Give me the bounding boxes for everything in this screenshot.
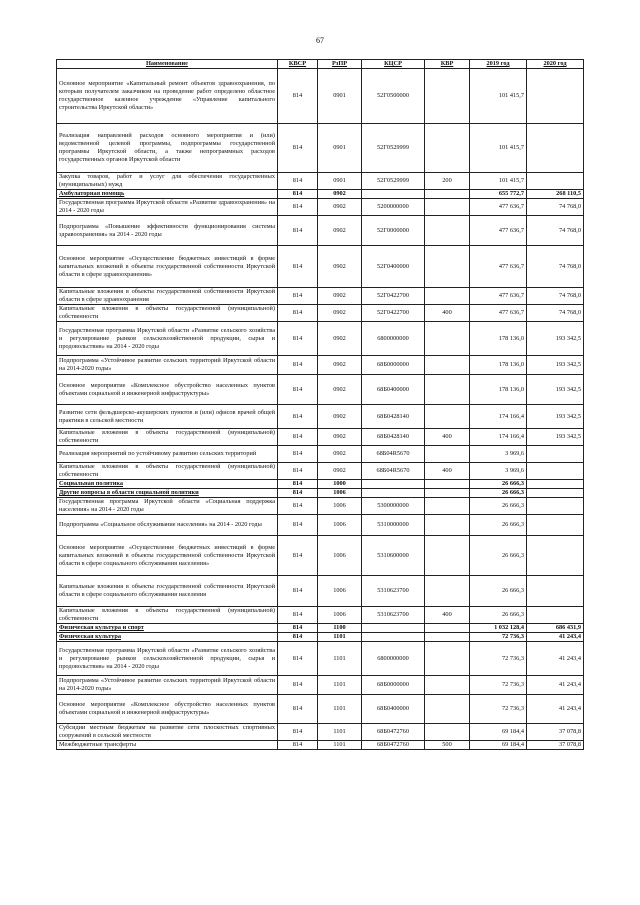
cell-kcsr <box>362 489 425 498</box>
cell-2019: 72 736,3 <box>470 695 527 724</box>
table-row <box>57 190 584 199</box>
cell-kcsr: 5310600000 <box>362 536 425 576</box>
cell-kcsr <box>362 190 425 199</box>
cell-2019: 174 166,4 <box>470 405 527 429</box>
cell-kcsr: 5310000000 <box>362 515 425 536</box>
cell-2020: 193 342,5 <box>527 322 584 356</box>
cell-kcsr: 68Б0472760 <box>362 741 425 750</box>
cell-name: Развитие сети фельдшерско-акушерских пунктов и (или) офисов врачей общей практики в сельской местности <box>57 405 278 429</box>
cell-kvr <box>425 624 470 633</box>
cell-name: Капитальные вложения в объекты государственной (муниципальной) собственности <box>57 463 278 480</box>
cell-kcsr: 52Г0500000 <box>362 69 425 124</box>
cell-2020: 41 243,4 <box>527 642 584 676</box>
table-row <box>57 216 584 246</box>
cell-kcsr <box>362 624 425 633</box>
table-row <box>57 607 584 624</box>
cell-2019: 101 415,7 <box>470 69 527 124</box>
cell-name: Физическая культура <box>57 633 278 642</box>
cell-rzpr: 0902 <box>318 190 362 199</box>
cell-name: Реализация направлений расходов основного мероприятия и (или) ведомственной целевой программы, подпрограммы государственной программы Иркутской области, а также непрограммных расходов государственных органов Иркутской области <box>57 124 278 173</box>
cell-kcsr: 5200000000 <box>362 199 425 216</box>
cell-rzpr: 1100 <box>318 624 362 633</box>
table-row <box>57 642 584 676</box>
cell-kvsr: 814 <box>278 405 318 429</box>
cell-name: Основное мероприятие «Комплексное обустройство населенных пунктов объектами социальной и инженерной инфраструктуры» <box>57 375 278 405</box>
cell-2019: 655 772,7 <box>470 190 527 199</box>
cell-kvr <box>425 405 470 429</box>
cell-kvsr: 814 <box>278 356 318 375</box>
cell-2020: 41 243,4 <box>527 633 584 642</box>
table-row <box>57 741 584 750</box>
cell-kvsr: 814 <box>278 246 318 288</box>
cell-2019: 178 136,0 <box>470 356 527 375</box>
cell-2019: 26 666,3 <box>470 489 527 498</box>
cell-2019: 69 184,4 <box>470 741 527 750</box>
cell-rzpr: 1101 <box>318 695 362 724</box>
cell-2019: 477 636,7 <box>470 288 527 305</box>
cell-kcsr: 52Г0000000 <box>362 216 425 246</box>
cell-2019: 101 415,7 <box>470 173 527 190</box>
cell-kvr <box>425 356 470 375</box>
cell-kvr <box>425 190 470 199</box>
cell-rzpr: 0902 <box>318 463 362 480</box>
cell-2020: 74 768,0 <box>527 305 584 322</box>
cell-kvr <box>425 576 470 607</box>
cell-rzpr: 1006 <box>318 607 362 624</box>
cell-kvr <box>425 695 470 724</box>
cell-2019: 477 636,7 <box>470 216 527 246</box>
cell-2020 <box>527 498 584 515</box>
cell-rzpr: 0902 <box>318 288 362 305</box>
cell-kcsr: 68Б0472760 <box>362 724 425 741</box>
cell-kvr <box>425 375 470 405</box>
cell-kcsr: 68Б0000000 <box>362 676 425 695</box>
cell-kvsr: 814 <box>278 69 318 124</box>
cell-name: Государственная программа Иркутской области «Развитие здравоохранения» на 2014 - 2020 годы <box>57 199 278 216</box>
cell-name: Государственная программа Иркутской области «Развитие сельского хозяйства и регулирование рынков сельскохозяйственной продукции, сырья и продовольствия» на 2014 - 2020 годы <box>57 642 278 676</box>
cell-kvr: 400 <box>425 429 470 446</box>
cell-name: Межбюджетные трансферты <box>57 741 278 750</box>
cell-kvsr: 814 <box>278 741 318 750</box>
cell-2020: 193 342,5 <box>527 429 584 446</box>
cell-rzpr: 0902 <box>318 375 362 405</box>
cell-rzpr: 0901 <box>318 124 362 173</box>
header-2019: 2019 год <box>470 60 527 69</box>
table-row <box>57 498 584 515</box>
cell-2019: 72 736,3 <box>470 642 527 676</box>
table-row <box>57 633 584 642</box>
cell-kvsr: 814 <box>278 429 318 446</box>
cell-name: Основное мероприятие «Капитальный ремонт объектов здравоохранения, по которым получателем заказчиком на проведение работ определено областное государственное казенное учреждение «Управление капитального строительства Иркутской области» <box>57 69 278 124</box>
cell-kvsr: 814 <box>278 576 318 607</box>
cell-kcsr: 52Г0422700 <box>362 305 425 322</box>
cell-kvr <box>425 322 470 356</box>
cell-rzpr: 1101 <box>318 724 362 741</box>
cell-kvsr: 814 <box>278 642 318 676</box>
budget-table <box>56 59 584 750</box>
cell-kcsr: 68Б0428140 <box>362 405 425 429</box>
cell-name: Капитальные вложения в объекты государственной собственности Иркутской области в сфере здравоохранения <box>57 288 278 305</box>
cell-2019: 178 136,0 <box>470 322 527 356</box>
cell-kcsr: 68Б04R5670 <box>362 446 425 463</box>
cell-name: Подпрограмма «Социальное обслуживание населения» на 2014 - 2020 годы <box>57 515 278 536</box>
cell-kvr <box>425 489 470 498</box>
cell-2019: 477 636,7 <box>470 199 527 216</box>
table-row <box>57 356 584 375</box>
cell-kvr <box>425 124 470 173</box>
cell-2019: 477 636,7 <box>470 305 527 322</box>
table-row <box>57 695 584 724</box>
table-row <box>57 69 584 124</box>
cell-kvr: 200 <box>425 173 470 190</box>
cell-name: Закупка товаров, работ и услуг для обеспечения государственных (муниципальных) нужд <box>57 173 278 190</box>
cell-kvr <box>425 642 470 676</box>
cell-kcsr: 68Б04R5670 <box>362 463 425 480</box>
table-row <box>57 515 584 536</box>
cell-kcsr: 68Б0000000 <box>362 356 425 375</box>
cell-2020: 268 110,5 <box>527 190 584 199</box>
cell-2020: 686 431,9 <box>527 624 584 633</box>
cell-kvsr: 814 <box>278 288 318 305</box>
cell-2019: 26 666,3 <box>470 607 527 624</box>
page-number: 67 <box>316 36 324 45</box>
cell-kcsr: 68Б0428140 <box>362 429 425 446</box>
cell-name: Государственная программа Иркутской области «Развитие сельского хозяйства и регулирование рынков сельскохозяйственной продукции, сырья и продовольствия» на 2014 - 2020 годы <box>57 322 278 356</box>
cell-kcsr: 68Б0400000 <box>362 695 425 724</box>
cell-kcsr: 5300000000 <box>362 498 425 515</box>
cell-rzpr: 1101 <box>318 741 362 750</box>
cell-kvsr: 814 <box>278 124 318 173</box>
table-row <box>57 536 584 576</box>
cell-rzpr: 0902 <box>318 199 362 216</box>
table-header-row <box>57 60 584 69</box>
cell-2020 <box>527 480 584 489</box>
cell-kvr: 500 <box>425 741 470 750</box>
cell-rzpr: 0902 <box>318 216 362 246</box>
cell-2019: 26 666,3 <box>470 536 527 576</box>
cell-2020: 193 342,5 <box>527 356 584 375</box>
cell-kvsr: 814 <box>278 190 318 199</box>
table-row <box>57 624 584 633</box>
cell-2020 <box>527 576 584 607</box>
cell-kcsr: 68Б0400000 <box>362 375 425 405</box>
cell-rzpr: 0902 <box>318 356 362 375</box>
cell-2019: 3 969,6 <box>470 463 527 480</box>
cell-name: Подпрограмма «Устойчивое развитие сельских территорий Иркутской области на 2014-2020 годы» <box>57 356 278 375</box>
cell-rzpr: 0902 <box>318 446 362 463</box>
cell-2020: 37 078,8 <box>527 741 584 750</box>
cell-rzpr: 1101 <box>318 642 362 676</box>
cell-name: Подпрограмма «Устойчивое развитие сельских территорий Иркутской области на 2014-2020 годы» <box>57 676 278 695</box>
cell-kvsr: 814 <box>278 633 318 642</box>
cell-2019: 72 736,3 <box>470 633 527 642</box>
cell-2019: 3 969,6 <box>470 446 527 463</box>
cell-2020: 74 768,0 <box>527 246 584 288</box>
cell-kvr <box>425 724 470 741</box>
cell-kvsr: 814 <box>278 375 318 405</box>
table-row <box>57 463 584 480</box>
cell-2019: 178 136,0 <box>470 375 527 405</box>
cell-2020: 37 078,8 <box>527 724 584 741</box>
cell-2020: 41 243,4 <box>527 676 584 695</box>
cell-kvsr: 814 <box>278 199 318 216</box>
cell-kvsr: 814 <box>278 489 318 498</box>
cell-rzpr: 1006 <box>318 489 362 498</box>
cell-2020: 41 243,4 <box>527 695 584 724</box>
cell-kcsr: 52Г0529999 <box>362 173 425 190</box>
cell-rzpr: 0902 <box>318 405 362 429</box>
cell-2020 <box>527 536 584 576</box>
cell-kcsr: 5310623700 <box>362 576 425 607</box>
cell-name: Капитальные вложения в объекты государственной (муниципальной) собственности <box>57 607 278 624</box>
table-row <box>57 124 584 173</box>
cell-kvr <box>425 199 470 216</box>
cell-rzpr: 0902 <box>318 305 362 322</box>
cell-2019: 174 166,4 <box>470 429 527 446</box>
cell-2019: 101 415,7 <box>470 124 527 173</box>
table-row <box>57 322 584 356</box>
cell-kcsr <box>362 480 425 489</box>
cell-kcsr: 52Г0529999 <box>362 124 425 173</box>
header-rzpr: РзПР <box>318 60 362 69</box>
cell-2019: 26 666,3 <box>470 480 527 489</box>
cell-kcsr: 6800000000 <box>362 322 425 356</box>
cell-kvr <box>425 446 470 463</box>
cell-kvr <box>425 246 470 288</box>
cell-kvsr: 814 <box>278 446 318 463</box>
table-row <box>57 489 584 498</box>
table-row <box>57 405 584 429</box>
cell-2020 <box>527 69 584 124</box>
table-row <box>57 480 584 489</box>
cell-kvsr: 814 <box>278 695 318 724</box>
cell-kvr <box>425 69 470 124</box>
table-row <box>57 446 584 463</box>
cell-2020 <box>527 463 584 480</box>
cell-kvsr: 814 <box>278 515 318 536</box>
cell-kvr: 400 <box>425 607 470 624</box>
cell-name: Капитальные вложения в объекты государственной (муниципальной) собственности <box>57 429 278 446</box>
cell-kvr <box>425 536 470 576</box>
cell-rzpr: 0902 <box>318 246 362 288</box>
cell-kcsr <box>362 633 425 642</box>
cell-kvsr: 814 <box>278 305 318 322</box>
cell-rzpr: 1006 <box>318 536 362 576</box>
header-2020: 2020 год <box>527 60 584 69</box>
table-row <box>57 199 584 216</box>
cell-kvr <box>425 515 470 536</box>
cell-name: Субсидии местным бюджетам на развитие сети плоскостных спортивных сооружений в сельской местности <box>57 724 278 741</box>
cell-2020: 74 768,0 <box>527 288 584 305</box>
cell-kvsr: 814 <box>278 173 318 190</box>
cell-2019: 1 032 128,4 <box>470 624 527 633</box>
header-kvr: КВР <box>425 60 470 69</box>
cell-2019: 26 666,3 <box>470 498 527 515</box>
table-row <box>57 429 584 446</box>
cell-2020: 193 342,5 <box>527 405 584 429</box>
cell-kvsr: 814 <box>278 607 318 624</box>
table-row <box>57 724 584 741</box>
cell-2020: 74 768,0 <box>527 199 584 216</box>
cell-2020: 193 342,5 <box>527 375 584 405</box>
cell-kvr: 400 <box>425 305 470 322</box>
cell-rzpr: 0901 <box>318 69 362 124</box>
header-name: Наименование <box>57 60 278 69</box>
cell-rzpr: 0902 <box>318 322 362 356</box>
cell-kvsr: 814 <box>278 498 318 515</box>
table-row <box>57 173 584 190</box>
cell-name: Другие вопросы в области социальной политики <box>57 489 278 498</box>
cell-2019: 26 666,3 <box>470 515 527 536</box>
cell-name: Подпрограмма «Повышение эффективности функционирования системы здравоохранения» на 2014 - 2020 годы <box>57 216 278 246</box>
cell-rzpr: 1006 <box>318 498 362 515</box>
table-row <box>57 246 584 288</box>
cell-kcsr: 5310623700 <box>362 607 425 624</box>
cell-name: Социальная политика <box>57 480 278 489</box>
cell-name: Государственная программа Иркутской области «Социальная поддержка населения» на 2014 - 2020 годы <box>57 498 278 515</box>
cell-kcsr: 52Г0422700 <box>362 288 425 305</box>
cell-2020: 74 768,0 <box>527 216 584 246</box>
cell-name: Основное мероприятие «Комплексное обустройство населенных пунктов объектами социальной и инженерной инфраструктуры» <box>57 695 278 724</box>
cell-2020 <box>527 489 584 498</box>
cell-name: Основное мероприятие «Осуществление бюджетных инвестиций в форме капитальных вложений в объекты государственной собственности Иркутской области в сфере здравоохранения» <box>57 246 278 288</box>
cell-rzpr: 1006 <box>318 515 362 536</box>
header-kcsr: КЦСР <box>362 60 425 69</box>
cell-2020 <box>527 607 584 624</box>
table-row <box>57 576 584 607</box>
cell-2019: 69 184,4 <box>470 724 527 741</box>
table-body <box>57 69 584 750</box>
cell-kvsr: 814 <box>278 480 318 489</box>
cell-rzpr: 1101 <box>318 633 362 642</box>
cell-kvr: 400 <box>425 463 470 480</box>
table-row <box>57 305 584 322</box>
cell-2020 <box>527 124 584 173</box>
cell-kcsr: 52Г0400000 <box>362 246 425 288</box>
cell-2019: 477 636,7 <box>470 246 527 288</box>
cell-kvr <box>425 480 470 489</box>
cell-kvsr: 814 <box>278 322 318 356</box>
cell-kvsr: 814 <box>278 536 318 576</box>
table-row <box>57 288 584 305</box>
cell-kvr <box>425 288 470 305</box>
table-row <box>57 375 584 405</box>
cell-name: Физическая культура и спорт <box>57 624 278 633</box>
cell-kvr <box>425 676 470 695</box>
cell-kvr <box>425 633 470 642</box>
cell-name: Амбулаторная помощь <box>57 190 278 199</box>
cell-kvsr: 814 <box>278 676 318 695</box>
cell-rzpr: 0902 <box>318 429 362 446</box>
cell-rzpr: 0901 <box>318 173 362 190</box>
cell-name: Капитальные вложения в объекты государственной (муниципальной) собственности <box>57 305 278 322</box>
cell-kvsr: 814 <box>278 216 318 246</box>
cell-2020 <box>527 173 584 190</box>
cell-name: Основное мероприятие «Осуществление бюджетных инвестиций в форме капитальных вложений в объекты государственной собственности Иркутской области в сфере социального обслуживания населения» <box>57 536 278 576</box>
cell-2020 <box>527 446 584 463</box>
cell-rzpr: 1000 <box>318 480 362 489</box>
cell-2020 <box>527 515 584 536</box>
cell-kcsr: 6800000000 <box>362 642 425 676</box>
header-kvsr: КВСР <box>278 60 318 69</box>
table-row <box>57 676 584 695</box>
cell-kvr <box>425 498 470 515</box>
cell-name: Капитальные вложения в объекты государственной собственности Иркутской области в сфере социального обслуживания населения <box>57 576 278 607</box>
cell-kvr <box>425 216 470 246</box>
cell-kvsr: 814 <box>278 624 318 633</box>
cell-name: Реализация мероприятий по устойчивому развитию сельских территорий <box>57 446 278 463</box>
cell-2019: 72 736,3 <box>470 676 527 695</box>
cell-kvsr: 814 <box>278 463 318 480</box>
cell-rzpr: 1006 <box>318 576 362 607</box>
cell-rzpr: 1101 <box>318 676 362 695</box>
cell-kvsr: 814 <box>278 724 318 741</box>
cell-2019: 26 666,3 <box>470 576 527 607</box>
